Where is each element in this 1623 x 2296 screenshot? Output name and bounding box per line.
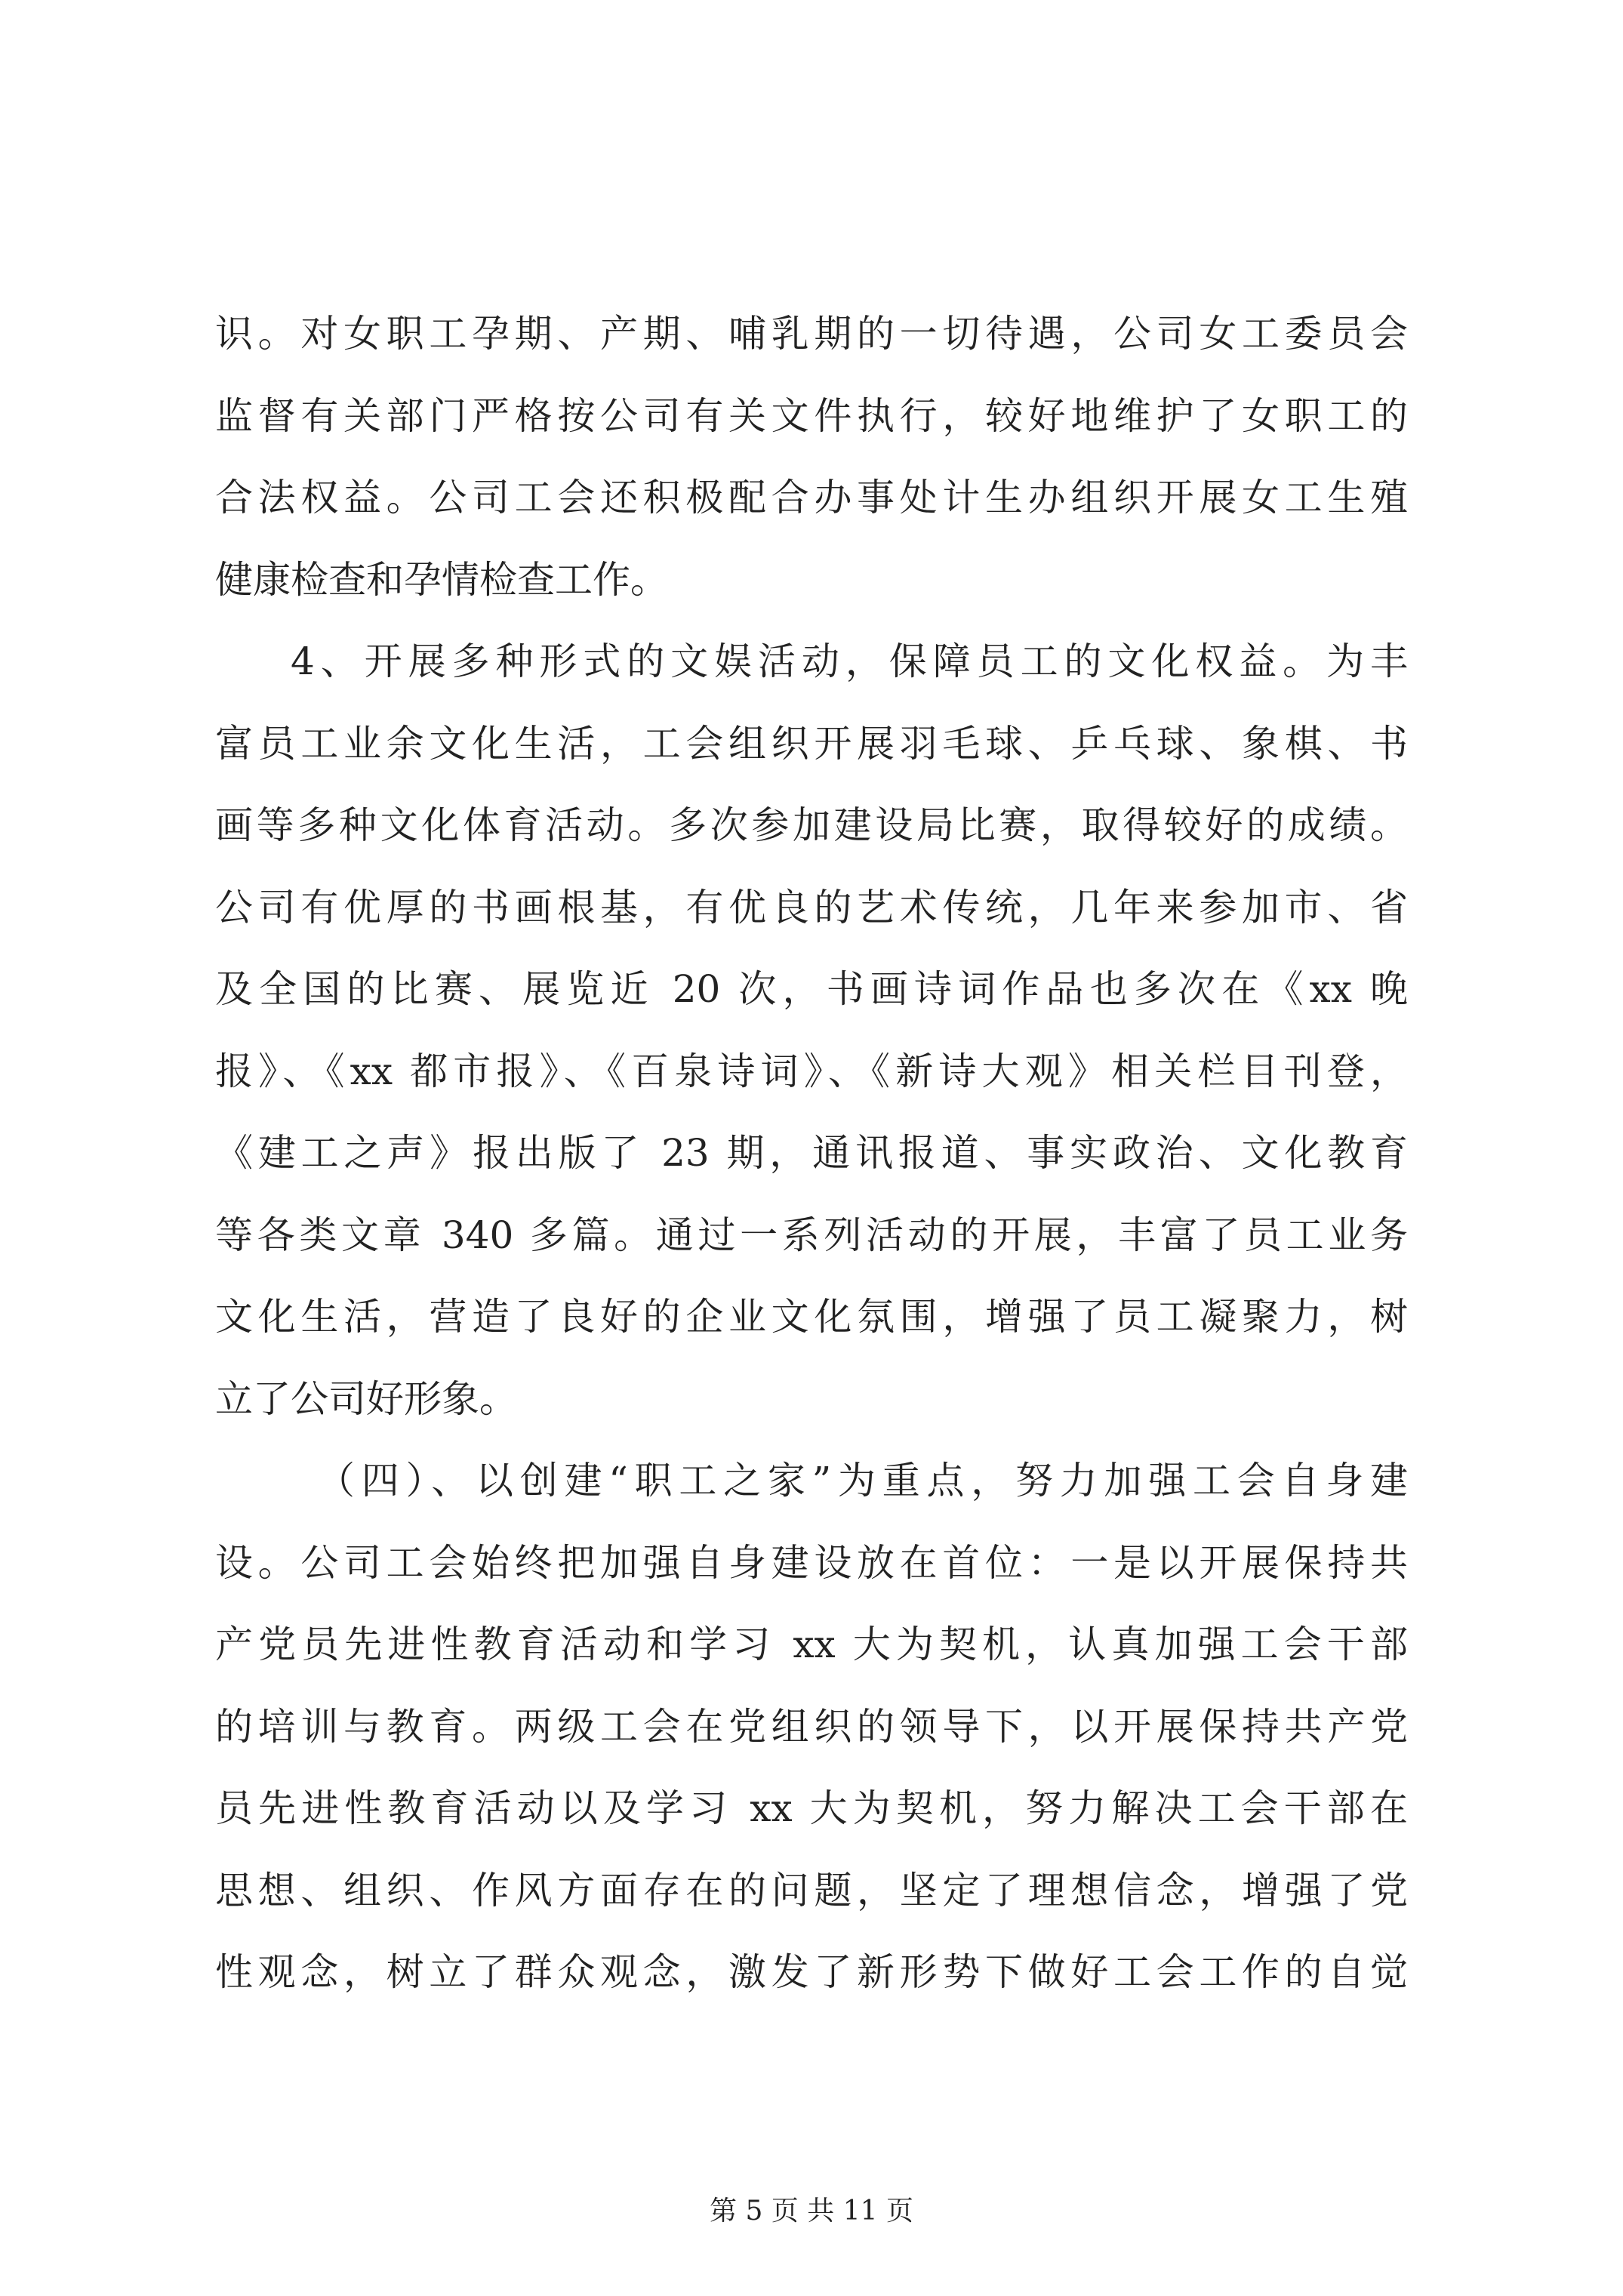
text-line: 4、开展多种形式的文娱活动，保障员工的文化权益。为丰	[291, 639, 1408, 683]
text-line: 健康检查和孕情检查工作。	[215, 557, 668, 602]
page-number-footer: 第 5 页 共 11 页	[710, 2196, 913, 2227]
text-line: 富员工业余文化生活，工会组织开展羽毛球、乒乓球、象棋、书	[215, 721, 1408, 766]
paragraph-women-workers	[215, 293, 1408, 621]
text-line: （四）、以创建“职工之家”为重点，努力加强工会自身建	[317, 1459, 1408, 1502]
paragraph-union-self-building	[215, 1440, 1408, 2014]
text-line: 性观念，树立了群众观念，激发了新形势下做好工会工作的自觉	[215, 1950, 1408, 1994]
text-line: 及全国的比赛、展览近 20 次，书画诗词作品也多次在《xx 晚	[215, 967, 1408, 1011]
text-line: 设。公司工会始终把加强自身建设放在首位：一是以开展保持共	[215, 1540, 1408, 1585]
text-line: 《建工之声》报出版了 23 期，通讯报道、事实政治、文化教育	[215, 1131, 1408, 1175]
text-line: 报》、《xx 都市报》、《百泉诗词》、《新诗大观》相关栏目刊登，	[215, 1049, 1408, 1093]
text-line: 思想、组织、作风方面存在的问题，坚定了理想信念，增强了党	[215, 1868, 1408, 1912]
paragraph-cultural-activities	[215, 621, 1408, 1440]
text-line: 的培训与教育。两级工会在党组织的领导下，以开展保持共产党	[215, 1704, 1408, 1749]
text-line: 识。对女职工孕期、产期、哺乳期的一切待遇，公司女工委员会	[215, 312, 1408, 356]
text-line: 监督有关部门严格按公司有关文件执行，较好地维护了女职工的	[215, 393, 1408, 438]
text-line: 立了公司好形象。	[215, 1376, 517, 1421]
text-line: 合法权益。公司工会还积极配合办事处计生办组织开展女工生殖	[215, 476, 1408, 519]
text-line: 产党员先进性教育活动和学习 xx 大为契机，认真加强工会干部	[215, 1623, 1408, 1666]
text-line: 文化生活，营造了良好的企业文化氛围，增强了员工凝聚力，树	[215, 1295, 1408, 1339]
text-line: 公司有优厚的书画根基，有优良的艺术传统，几年来参加市、省	[215, 885, 1408, 929]
text-line: 等各类文章 340 多篇。通过一系列活动的开展，丰富了员工业务	[215, 1213, 1408, 1257]
text-line: 员先进性教育活动以及学习 xx 大为契机，努力解决工会干部在	[215, 1786, 1408, 1830]
document-body	[215, 293, 1408, 2014]
text-line: 画等多种文化体育活动。多次参加建设局比赛，取得较好的成绩。	[215, 803, 1408, 847]
